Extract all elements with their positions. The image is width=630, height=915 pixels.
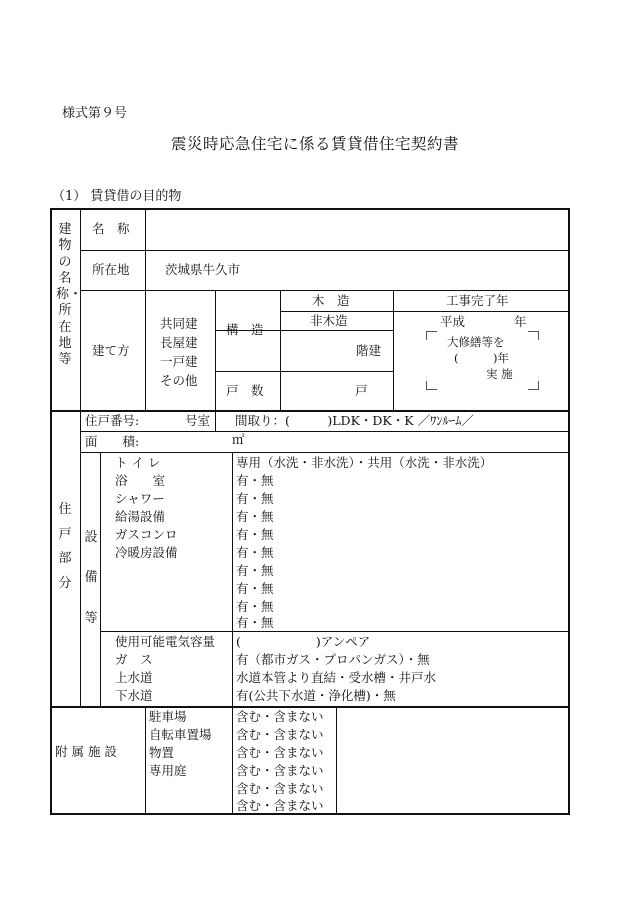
area-label: 面 積: (85, 434, 140, 449)
facility-value: 有・無 (236, 509, 274, 524)
attached-item-value: 含む・含まない (236, 781, 324, 796)
units-label: 戸 数 (226, 383, 264, 398)
structure-label: 構 造 (226, 322, 264, 337)
attached-item-value: 含む・含まない (236, 798, 324, 813)
attached-side-label: 附 属 施 設 (55, 744, 117, 759)
type-option-1: 共同建 (160, 316, 198, 331)
building-side-label: 建物の名称・所在地等 (56, 222, 83, 367)
attached-item-value: 含む・含まない (236, 745, 324, 760)
facility-name: 浴 室 (115, 473, 166, 488)
address-value: 茨城県牛久市 (165, 262, 241, 277)
utility-value: ( )アンペア (236, 634, 371, 649)
facility-name: 給湯設備 (115, 509, 166, 524)
facility-name: シャワー (115, 491, 165, 506)
facility-value: 有・無 (236, 599, 274, 614)
renovation-done: 実 施 (486, 367, 513, 381)
renovation-label: 大修繕等を (447, 335, 505, 349)
unit-side-label: 住戸部分 (58, 502, 72, 592)
facility-value: 有・無 (236, 491, 274, 506)
facility-name: ガスコンロ (115, 527, 178, 542)
structure-nonwood: 非木造 (310, 313, 348, 328)
facility-value: 有・無 (236, 545, 274, 560)
utility-name: 下水道 (115, 688, 153, 703)
section-heading: （1） 賃貸借の目的物 (52, 189, 182, 204)
utility-name: 上水道 (115, 670, 153, 685)
name-label: 名 称 (92, 221, 130, 236)
floors-label: 階建 (356, 343, 382, 358)
attached-item-name: 物置 (149, 745, 175, 760)
year-suffix: 年 (514, 314, 527, 329)
unit-number-label: 住戸番号: (85, 413, 140, 428)
facility-value: 有・無 (236, 615, 274, 630)
utility-name: 使用可能電気容量 (115, 634, 216, 649)
attached-item-name: 駐車場 (149, 709, 187, 724)
form-number: 様式第９号 (62, 106, 128, 121)
facility-value: 有・無 (236, 581, 274, 596)
type-option-3: 一戸建 (160, 354, 198, 369)
facilities-side-label: 設備等 (84, 530, 98, 626)
attached-item-name: 自転車置場 (149, 727, 212, 742)
facility-value: 有・無 (236, 473, 274, 488)
utility-value: 有(公共下水道・浄化槽)・無 (236, 688, 396, 703)
layout-label: 間取り：( )LDK・DK・K ／ﾜﾝﾙｰﾑ／ (235, 413, 474, 428)
facility-value: 有・無 (236, 527, 274, 542)
address-label: 所在地 (92, 262, 130, 277)
room-suffix: 号室 (185, 413, 211, 428)
attached-item-name: 専用庭 (149, 763, 187, 778)
facility-value: 有・無 (236, 563, 274, 578)
document-title: 震災時応急住宅に係る賃貸借住宅契約書 (170, 135, 459, 153)
attached-item-value: 含む・含まない (236, 763, 324, 778)
attached-item-value: 含む・含まない (236, 709, 324, 724)
type-option-4: その他 (160, 373, 198, 388)
renovation-year: ( )年 (454, 351, 509, 365)
units-suffix: 戸 (355, 383, 368, 398)
type-option-2: 長屋建 (160, 335, 198, 350)
type-label: 建て方 (92, 343, 130, 358)
utility-name: ガ ス (115, 652, 153, 667)
facility-value: 専用（水洗・非水洗）・共用（水洗・非水洗） (236, 455, 493, 470)
utility-value: 有（都市ガス・プロパンガス）・無 (236, 652, 430, 667)
structure-wood: 木 造 (312, 293, 350, 308)
utility-value: 水道本管より直結・受水槽・井戸水 (236, 670, 437, 685)
era-label: 平成 (440, 314, 466, 329)
completion-label: 工事完了年 (446, 293, 509, 308)
facility-name: ト イ レ (115, 455, 161, 470)
attached-item-value: 含む・含まない (236, 727, 324, 742)
facility-name: 冷暖房設備 (115, 545, 178, 560)
area-unit: ㎡ (232, 432, 245, 447)
